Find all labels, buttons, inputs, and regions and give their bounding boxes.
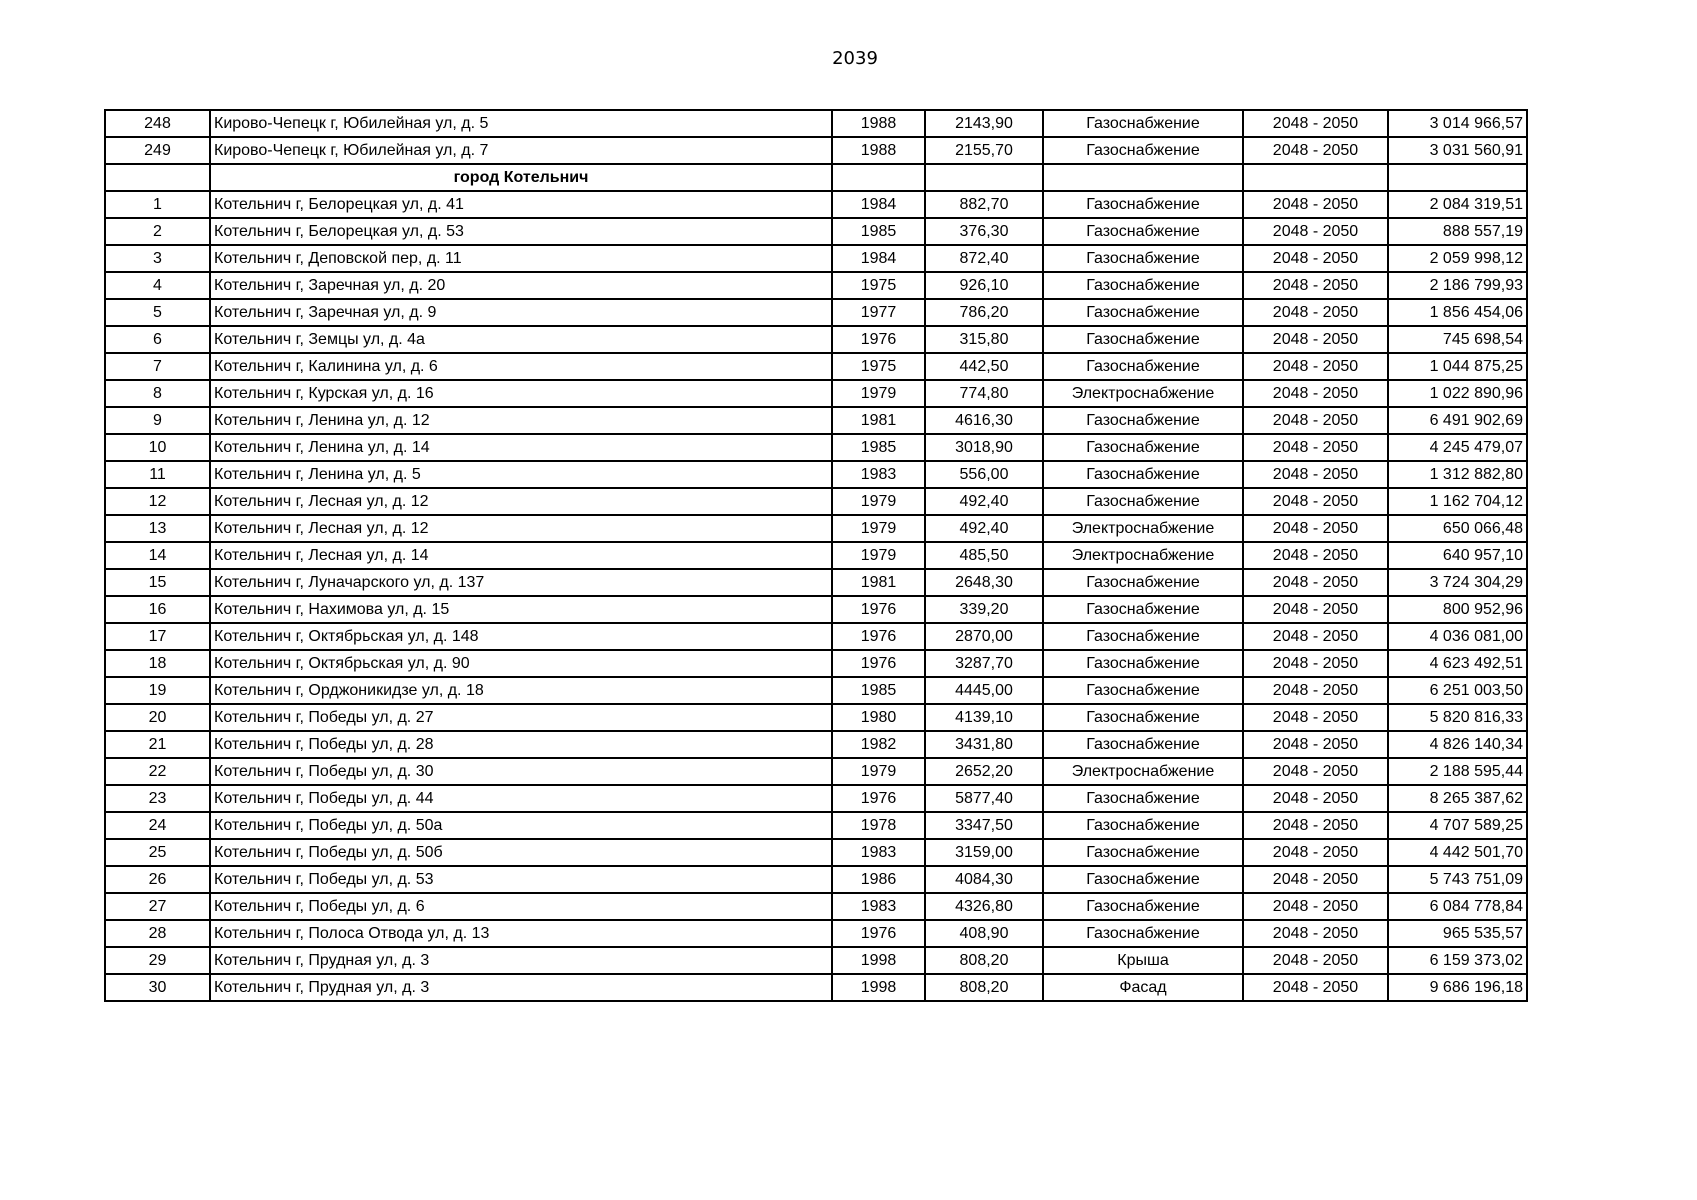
- row-number-cell: 30: [105, 974, 210, 1001]
- cost-cell: 6 491 902,69: [1388, 407, 1527, 434]
- year-built-cell: 1983: [832, 893, 925, 920]
- area-cell: 774,80: [925, 380, 1043, 407]
- work-type-cell: Фасад: [1043, 974, 1243, 1001]
- area-cell: 786,20: [925, 299, 1043, 326]
- year-built-cell: 1979: [832, 542, 925, 569]
- table-row: [105, 110, 1527, 137]
- address-cell: Котельнич г, Деповской пер, д. 11: [210, 245, 832, 272]
- row-number-cell: 17: [105, 623, 210, 650]
- cost-cell: 4 442 501,70: [1388, 839, 1527, 866]
- section-row: [105, 164, 1527, 191]
- year-built-cell: 1976: [832, 326, 925, 353]
- table-row: [105, 218, 1527, 245]
- address-cell: Котельнич г, Победы ул, д. 50а: [210, 812, 832, 839]
- address-cell: Котельнич г, Победы ул, д. 53: [210, 866, 832, 893]
- period-cell: 2048 - 2050: [1243, 893, 1388, 920]
- table-row: [105, 569, 1527, 596]
- row-number-cell: 1: [105, 191, 210, 218]
- cost-cell: 6 159 373,02: [1388, 947, 1527, 974]
- table-row: [105, 299, 1527, 326]
- section-title: город Котельнич: [210, 164, 832, 191]
- cost-cell: 2 059 998,12: [1388, 245, 1527, 272]
- period-cell: 2048 - 2050: [1243, 704, 1388, 731]
- work-type-cell: Газоснабжение: [1043, 299, 1243, 326]
- address-cell: Котельнич г, Лесная ул, д. 14: [210, 542, 832, 569]
- cost-cell: 1 022 890,96: [1388, 380, 1527, 407]
- year-built-cell: 1988: [832, 137, 925, 164]
- address-cell: Котельнич г, Белорецкая ул, д. 53: [210, 218, 832, 245]
- cost-cell: 2 084 319,51: [1388, 191, 1527, 218]
- cost-cell: 2 188 595,44: [1388, 758, 1527, 785]
- area-cell: 872,40: [925, 245, 1043, 272]
- table-row: [105, 920, 1527, 947]
- work-type-cell: Газоснабжение: [1043, 488, 1243, 515]
- row-number-cell: 9: [105, 407, 210, 434]
- work-type-cell: Газоснабжение: [1043, 326, 1243, 353]
- area-cell: 3347,50: [925, 812, 1043, 839]
- year-built-cell: 1976: [832, 596, 925, 623]
- year-built-cell: 1979: [832, 758, 925, 785]
- area-cell: 808,20: [925, 947, 1043, 974]
- area-cell: 4616,30: [925, 407, 1043, 434]
- year-built-cell: 1984: [832, 191, 925, 218]
- table-row: [105, 704, 1527, 731]
- work-type-cell: Электроснабжение: [1043, 380, 1243, 407]
- area-cell: 492,40: [925, 488, 1043, 515]
- area-cell: 2143,90: [925, 110, 1043, 137]
- year-built-cell: 1976: [832, 920, 925, 947]
- work-type-cell: Газоснабжение: [1043, 623, 1243, 650]
- area-cell: 4326,80: [925, 893, 1043, 920]
- work-type-cell: Газоснабжение: [1043, 812, 1243, 839]
- cost-cell: 6 084 778,84: [1388, 893, 1527, 920]
- year-built-cell: 1978: [832, 812, 925, 839]
- cost-cell: 800 952,96: [1388, 596, 1527, 623]
- table-row: [105, 596, 1527, 623]
- period-cell: 2048 - 2050: [1243, 191, 1388, 218]
- table-row: [105, 272, 1527, 299]
- page-number: 2039: [832, 48, 878, 69]
- cost-cell: 5 743 751,09: [1388, 866, 1527, 893]
- row-number-cell: 26: [105, 866, 210, 893]
- work-type-cell: Газоснабжение: [1043, 353, 1243, 380]
- area-cell: 556,00: [925, 461, 1043, 488]
- cost-cell: 6 251 003,50: [1388, 677, 1527, 704]
- cost-cell: 888 557,19: [1388, 218, 1527, 245]
- year-built-cell: 1979: [832, 515, 925, 542]
- table-row: [105, 245, 1527, 272]
- row-number-cell: 16: [105, 596, 210, 623]
- period-cell: 2048 - 2050: [1243, 839, 1388, 866]
- table-row: [105, 974, 1527, 1001]
- period-cell: 2048 - 2050: [1243, 353, 1388, 380]
- address-cell: Котельнич г, Победы ул, д. 28: [210, 731, 832, 758]
- work-type-cell: Газоснабжение: [1043, 110, 1243, 137]
- table-row: [105, 812, 1527, 839]
- cost-cell: 4 623 492,51: [1388, 650, 1527, 677]
- period-cell: 2048 - 2050: [1243, 866, 1388, 893]
- period-cell: 2048 - 2050: [1243, 542, 1388, 569]
- period-cell: 2048 - 2050: [1243, 569, 1388, 596]
- row-number-cell: 8: [105, 380, 210, 407]
- period-cell: 2048 - 2050: [1243, 461, 1388, 488]
- period-cell: 2048 - 2050: [1243, 785, 1388, 812]
- row-number-cell: 12: [105, 488, 210, 515]
- row-number-cell: 24: [105, 812, 210, 839]
- area-cell: 2870,00: [925, 623, 1043, 650]
- work-type-cell: [1043, 164, 1243, 191]
- year-built-cell: 1979: [832, 488, 925, 515]
- row-number-cell: 27: [105, 893, 210, 920]
- year-built-cell: 1975: [832, 353, 925, 380]
- period-cell: 2048 - 2050: [1243, 245, 1388, 272]
- area-cell: 5877,40: [925, 785, 1043, 812]
- work-type-cell: Газоснабжение: [1043, 461, 1243, 488]
- period-cell: 2048 - 2050: [1243, 677, 1388, 704]
- period-cell: 2048 - 2050: [1243, 974, 1388, 1001]
- row-number-cell: 23: [105, 785, 210, 812]
- year-built-cell: 1985: [832, 218, 925, 245]
- year-built-cell: 1980: [832, 704, 925, 731]
- period-cell: 2048 - 2050: [1243, 488, 1388, 515]
- address-cell: Котельнич г, Луначарского ул, д. 137: [210, 569, 832, 596]
- work-type-cell: Газоснабжение: [1043, 596, 1243, 623]
- address-cell: Котельнич г, Полоса Отвода ул, д. 13: [210, 920, 832, 947]
- year-built-cell: 1983: [832, 461, 925, 488]
- area-cell: 4445,00: [925, 677, 1043, 704]
- year-built-cell: 1976: [832, 785, 925, 812]
- year-built-cell: 1985: [832, 677, 925, 704]
- area-cell: 376,30: [925, 218, 1043, 245]
- cost-cell: 4 826 140,34: [1388, 731, 1527, 758]
- work-type-cell: Газоснабжение: [1043, 191, 1243, 218]
- cost-cell: 1 312 882,80: [1388, 461, 1527, 488]
- period-cell: 2048 - 2050: [1243, 623, 1388, 650]
- area-cell: 3287,70: [925, 650, 1043, 677]
- period-cell: 2048 - 2050: [1243, 650, 1388, 677]
- year-built-cell: 1976: [832, 650, 925, 677]
- row-number-cell: 11: [105, 461, 210, 488]
- address-cell: Котельнич г, Курская ул, д. 16: [210, 380, 832, 407]
- work-type-cell: Газоснабжение: [1043, 650, 1243, 677]
- table-row: [105, 677, 1527, 704]
- cost-cell: 4 036 081,00: [1388, 623, 1527, 650]
- area-cell: 339,20: [925, 596, 1043, 623]
- year-built-cell: 1982: [832, 731, 925, 758]
- table-row: [105, 866, 1527, 893]
- row-number-cell: 19: [105, 677, 210, 704]
- area-cell: 3431,80: [925, 731, 1043, 758]
- period-cell: 2048 - 2050: [1243, 110, 1388, 137]
- cost-cell: 8 265 387,62: [1388, 785, 1527, 812]
- period-cell: 2048 - 2050: [1243, 515, 1388, 542]
- work-type-cell: Электроснабжение: [1043, 542, 1243, 569]
- work-type-cell: Крыша: [1043, 947, 1243, 974]
- cost-cell: 965 535,57: [1388, 920, 1527, 947]
- period-cell: 2048 - 2050: [1243, 380, 1388, 407]
- area-cell: 926,10: [925, 272, 1043, 299]
- work-type-cell: Газоснабжение: [1043, 704, 1243, 731]
- period-cell: [1243, 164, 1388, 191]
- work-type-cell: Газоснабжение: [1043, 407, 1243, 434]
- work-type-cell: Газоснабжение: [1043, 920, 1243, 947]
- address-cell: Котельнич г, Победы ул, д. 30: [210, 758, 832, 785]
- address-cell: Котельнич г, Калинина ул, д. 6: [210, 353, 832, 380]
- address-cell: Котельнич г, Прудная ул, д. 3: [210, 947, 832, 974]
- cost-cell: [1388, 164, 1527, 191]
- table-row: [105, 623, 1527, 650]
- address-cell: Котельнич г, Октябрьская ул, д. 90: [210, 650, 832, 677]
- row-number-cell: 18: [105, 650, 210, 677]
- cost-cell: 640 957,10: [1388, 542, 1527, 569]
- cost-cell: 1 856 454,06: [1388, 299, 1527, 326]
- row-number-cell: 2: [105, 218, 210, 245]
- year-built-cell: 1981: [832, 569, 925, 596]
- work-type-cell: Газоснабжение: [1043, 218, 1243, 245]
- table-row: [105, 326, 1527, 353]
- area-cell: 485,50: [925, 542, 1043, 569]
- period-cell: 2048 - 2050: [1243, 812, 1388, 839]
- year-built-cell: [832, 164, 925, 191]
- cost-cell: 9 686 196,18: [1388, 974, 1527, 1001]
- period-cell: 2048 - 2050: [1243, 920, 1388, 947]
- cost-cell: 2 186 799,93: [1388, 272, 1527, 299]
- period-cell: 2048 - 2050: [1243, 434, 1388, 461]
- row-number-cell: 249: [105, 137, 210, 164]
- year-built-cell: 1981: [832, 407, 925, 434]
- work-type-cell: Электроснабжение: [1043, 515, 1243, 542]
- table-row: [105, 461, 1527, 488]
- address-cell: Котельнич г, Октябрьская ул, д. 148: [210, 623, 832, 650]
- table-row: [105, 488, 1527, 515]
- table-body: [105, 110, 1527, 1001]
- address-cell: Котельнич г, Лесная ул, д. 12: [210, 515, 832, 542]
- row-number-cell: 29: [105, 947, 210, 974]
- row-number-cell: 25: [105, 839, 210, 866]
- period-cell: 2048 - 2050: [1243, 407, 1388, 434]
- address-cell: Котельнич г, Ленина ул, д. 12: [210, 407, 832, 434]
- year-built-cell: 1976: [832, 623, 925, 650]
- row-number-cell: 3: [105, 245, 210, 272]
- work-type-cell: Электроснабжение: [1043, 758, 1243, 785]
- year-built-cell: 1998: [832, 974, 925, 1001]
- work-type-cell: Газоснабжение: [1043, 434, 1243, 461]
- row-number-cell: 5: [105, 299, 210, 326]
- cost-cell: 3 031 560,91: [1388, 137, 1527, 164]
- year-built-cell: 1983: [832, 839, 925, 866]
- address-cell: Котельнич г, Ленина ул, д. 5: [210, 461, 832, 488]
- area-cell: 315,80: [925, 326, 1043, 353]
- work-type-cell: Газоснабжение: [1043, 731, 1243, 758]
- address-cell: Кирово-Чепецк г, Юбилейная ул, д. 7: [210, 137, 832, 164]
- table-row: [105, 542, 1527, 569]
- row-number-cell: 4: [105, 272, 210, 299]
- period-cell: 2048 - 2050: [1243, 758, 1388, 785]
- address-cell: Котельнич г, Прудная ул, д. 3: [210, 974, 832, 1001]
- table-row: [105, 785, 1527, 812]
- area-cell: 2155,70: [925, 137, 1043, 164]
- table-row: [105, 839, 1527, 866]
- work-type-cell: Газоснабжение: [1043, 137, 1243, 164]
- row-number-cell: 21: [105, 731, 210, 758]
- row-number-cell: 20: [105, 704, 210, 731]
- year-built-cell: 1985: [832, 434, 925, 461]
- address-cell: Котельнич г, Победы ул, д. 27: [210, 704, 832, 731]
- area-cell: 4139,10: [925, 704, 1043, 731]
- year-built-cell: 1979: [832, 380, 925, 407]
- row-number-cell: 248: [105, 110, 210, 137]
- period-cell: 2048 - 2050: [1243, 947, 1388, 974]
- row-number-cell: 28: [105, 920, 210, 947]
- cost-cell: 3 724 304,29: [1388, 569, 1527, 596]
- cost-cell: 1 162 704,12: [1388, 488, 1527, 515]
- year-built-cell: 1975: [832, 272, 925, 299]
- table-row: [105, 758, 1527, 785]
- work-type-cell: Газоснабжение: [1043, 245, 1243, 272]
- work-type-cell: Газоснабжение: [1043, 785, 1243, 812]
- year-built-cell: 1984: [832, 245, 925, 272]
- cost-cell: 5 820 816,33: [1388, 704, 1527, 731]
- address-cell: Котельнич г, Земцы ул, д. 4а: [210, 326, 832, 353]
- table-row: [105, 407, 1527, 434]
- row-number-cell: 7: [105, 353, 210, 380]
- address-cell: Котельнич г, Лесная ул, д. 12: [210, 488, 832, 515]
- address-cell: Котельнич г, Нахимова ул, д. 15: [210, 596, 832, 623]
- area-cell: 3018,90: [925, 434, 1043, 461]
- table-row: [105, 947, 1527, 974]
- area-cell: 2652,20: [925, 758, 1043, 785]
- cost-cell: 3 014 966,57: [1388, 110, 1527, 137]
- area-cell: 4084,30: [925, 866, 1043, 893]
- address-cell: Котельнич г, Победы ул, д. 6: [210, 893, 832, 920]
- address-cell: Котельнич г, Победы ул, д. 50б: [210, 839, 832, 866]
- period-cell: 2048 - 2050: [1243, 596, 1388, 623]
- address-cell: Котельнич г, Ленина ул, д. 14: [210, 434, 832, 461]
- row-number-cell: 10: [105, 434, 210, 461]
- row-number-cell: 14: [105, 542, 210, 569]
- year-built-cell: 1998: [832, 947, 925, 974]
- period-cell: 2048 - 2050: [1243, 299, 1388, 326]
- address-cell: Котельнич г, Заречная ул, д. 9: [210, 299, 832, 326]
- address-cell: Котельнич г, Заречная ул, д. 20: [210, 272, 832, 299]
- period-cell: 2048 - 2050: [1243, 731, 1388, 758]
- area-cell: 882,70: [925, 191, 1043, 218]
- period-cell: 2048 - 2050: [1243, 272, 1388, 299]
- work-type-cell: Газоснабжение: [1043, 866, 1243, 893]
- area-cell: [925, 164, 1043, 191]
- year-built-cell: 1986: [832, 866, 925, 893]
- table-row: [105, 731, 1527, 758]
- table-row: [105, 137, 1527, 164]
- cost-cell: 650 066,48: [1388, 515, 1527, 542]
- year-built-cell: 1977: [832, 299, 925, 326]
- table-row: [105, 893, 1527, 920]
- work-type-cell: Газоснабжение: [1043, 839, 1243, 866]
- period-cell: 2048 - 2050: [1243, 218, 1388, 245]
- table-row: [105, 434, 1527, 461]
- work-type-cell: Газоснабжение: [1043, 272, 1243, 299]
- cost-cell: 1 044 875,25: [1388, 353, 1527, 380]
- address-cell: Кирово-Чепецк г, Юбилейная ул, д. 5: [210, 110, 832, 137]
- area-cell: 3159,00: [925, 839, 1043, 866]
- area-cell: 442,50: [925, 353, 1043, 380]
- table-row: [105, 650, 1527, 677]
- address-cell: Котельнич г, Орджоникидзе ул, д. 18: [210, 677, 832, 704]
- table-row: [105, 191, 1527, 218]
- row-number-cell: 15: [105, 569, 210, 596]
- table-row: [105, 353, 1527, 380]
- row-number-cell: 6: [105, 326, 210, 353]
- table-row: [105, 380, 1527, 407]
- area-cell: 808,20: [925, 974, 1043, 1001]
- table-row: [105, 515, 1527, 542]
- work-type-cell: Газоснабжение: [1043, 893, 1243, 920]
- area-cell: 408,90: [925, 920, 1043, 947]
- work-type-cell: Газоснабжение: [1043, 569, 1243, 596]
- area-cell: 492,40: [925, 515, 1043, 542]
- period-cell: 2048 - 2050: [1243, 137, 1388, 164]
- area-cell: 2648,30: [925, 569, 1043, 596]
- row-number-cell: [105, 164, 210, 191]
- work-type-cell: Газоснабжение: [1043, 677, 1243, 704]
- year-built-cell: 1988: [832, 110, 925, 137]
- cost-cell: 4 245 479,07: [1388, 434, 1527, 461]
- housing-register-table: [104, 109, 1528, 1002]
- row-number-cell: 13: [105, 515, 210, 542]
- cost-cell: 4 707 589,25: [1388, 812, 1527, 839]
- address-cell: Котельнич г, Белорецкая ул, д. 41: [210, 191, 832, 218]
- address-cell: Котельнич г, Победы ул, д. 44: [210, 785, 832, 812]
- period-cell: 2048 - 2050: [1243, 326, 1388, 353]
- row-number-cell: 22: [105, 758, 210, 785]
- cost-cell: 745 698,54: [1388, 326, 1527, 353]
